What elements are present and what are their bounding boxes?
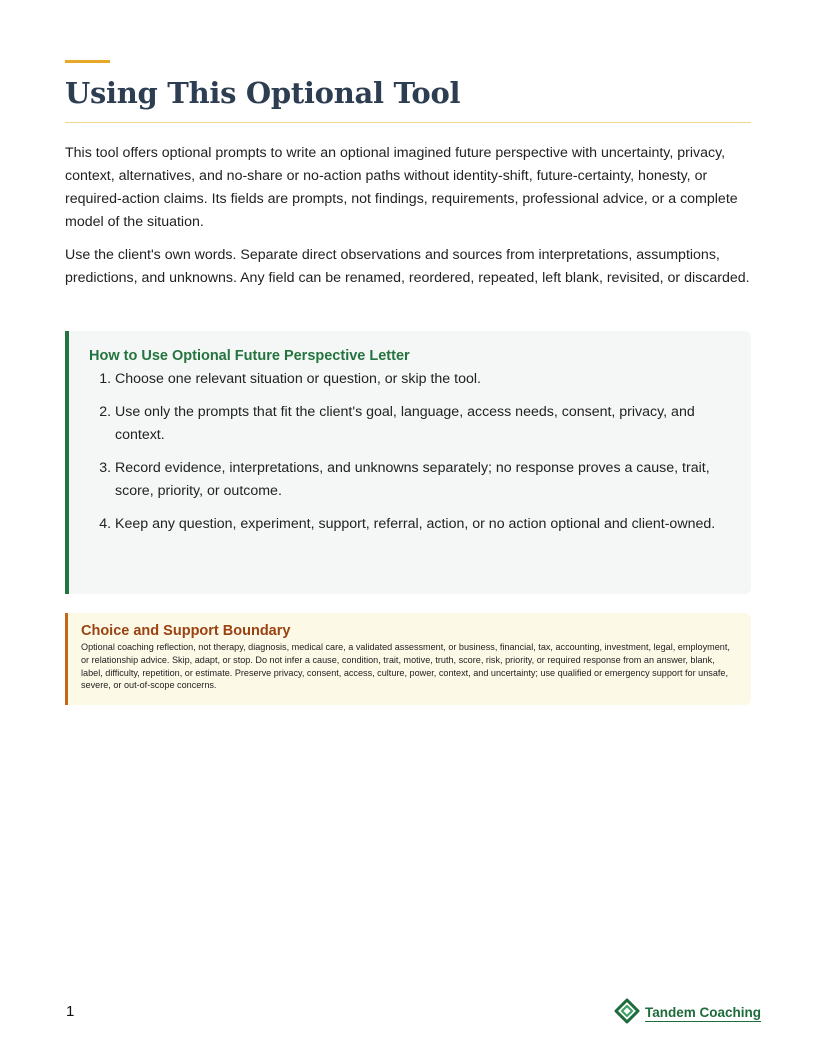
how-to-step: 2. Use only the prompts that fit the client's goal, language, access needs, consent, privacy, and context. (115, 401, 731, 447)
page-title: Using This Optional Tool (65, 76, 461, 110)
how-to-steps (89, 368, 731, 536)
how-to-step: 1. Choose one relevant situation or question, or skip the tool. (115, 368, 731, 391)
boundary-body: Optional coaching reflection, not therapy, diagnosis, medical care, a validated assessment, or business, financial, tax, accounting, investment, legal, employment, or relationship advice. Skip, adapt, or stop. Do not infer a cause, condition, trait, motive, truth, score, risk, priority, or required response from an answer, blank, label, difficulty, repetition, or estimate. Preserve privacy, consent, access, culture, power, context, and uncertainty; use qualified or emergency support for unsafe, severe, or out-of-scope concerns. (81, 642, 730, 691)
boundary-callout (65, 613, 751, 705)
interlocked-diamond-icon (614, 998, 640, 1029)
boundary-heading: Choice and Support Boundary (81, 623, 291, 639)
how-to-step: 3. Record evidence, interpretations, and unknowns separately; no response proves a cause, trait, score, priority, or outcome. (115, 457, 731, 503)
how-to-step: 4. Keep any question, experiment, support, referral, action, or no action optional and client-owned. (115, 513, 731, 536)
intro-section (65, 142, 751, 300)
how-to-heading: How to Use Optional Future Perspective Letter (89, 348, 410, 364)
page-number: 1 (66, 1003, 75, 1020)
brand-name: Tandem Coaching (645, 1005, 762, 1020)
how-to-callout (65, 331, 751, 594)
intro-paragraph: This tool offers optional prompts to write an optional imagined future perspective with uncertainty, privacy, context, alternatives, and no-share or no-action paths without identity-shift, future-certainty, honesty, or required-action claims. Its fields are prompts, not findings, requirements, professional advice, or a complete model of the situation. (65, 145, 738, 230)
title-accent-bar (65, 60, 110, 63)
brand-logo (614, 998, 761, 1029)
intro-paragraph: Use the client's own words. Separate direct observations and sources from interpretations, assumptions, predictions, and unknowns. Any field can be renamed, reordered, repeated, left blank, revisited, or discarded. (65, 247, 750, 286)
title-divider (65, 122, 751, 123)
